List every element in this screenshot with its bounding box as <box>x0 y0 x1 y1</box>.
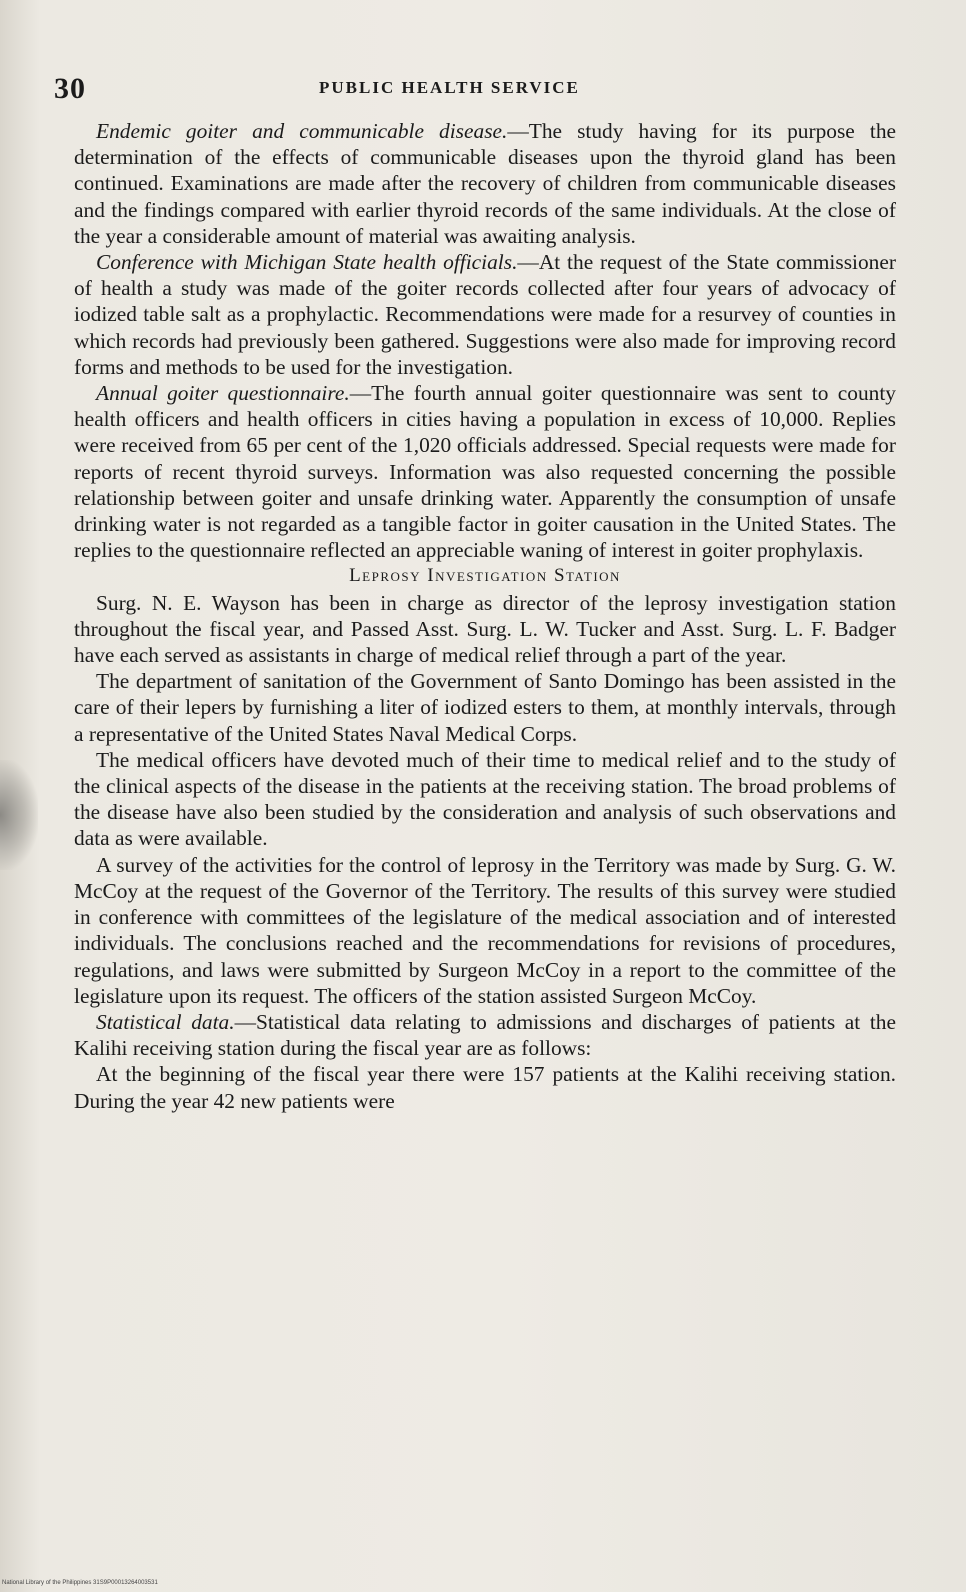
paragraph-text: —The fourth annual goiter questionnaire was sent to county health officers and health officers in cities having a population in excess of 10,000. Replies were received from 65 per cent of the 1,020 officials addressed. Special requests were made for reports of recent thyroid surveys. Information was also requested concerning the possible relationship between goiter and unsafe drinking water. Apparently the consumption of unsafe drinking water is not regarded as a tangible factor in goiter causation in the United States. The replies to the questionnaire reflected an appreciable waning of interest in goiter prophylaxis. <box>74 381 896 563</box>
paragraph-michigan-conference <box>74 249 896 380</box>
paragraph-text: —The study having for its purpose the determination of the effects of communicable diseases upon the thyroid gland has been continued. Examinations are made after the recovery of children from communicable diseases and the findings compared with earlier thyroid records of the same individuals. At the close of the year a considerable amount of material was awaiting analysis. <box>74 119 897 248</box>
paragraph-text: The medical officers have devoted much of their time to medical relief and to the study of the clinical aspects of the disease in the patients at the receiving station. The broad problems of the disease have also been studied by the consideration and analysis of such observations and data as were available. <box>74 747 896 851</box>
paragraph-text: At the beginning of the fiscal year there were 157 patients at the Kalihi receiving station. During the year 42 new patients were <box>74 1062 896 1113</box>
paragraph-text: Surg. N. E. Wayson has been in charge as director of the leprosy investigation station throughout the fiscal year, and Passed Asst. Surg. L. W. Tucker and Asst. Surg. L. F. Badger have each served as assistants in charge of medical relief through a part of the year. <box>74 590 896 668</box>
paragraph-endemic-goiter <box>74 118 896 249</box>
paragraph-goiter-questionnaire <box>74 380 896 563</box>
page-header <box>54 72 894 112</box>
running-head: PUBLIC HEALTH SERVICE <box>319 78 580 97</box>
paragraph-santo-domingo <box>74 668 896 747</box>
paragraph-lead: Annual goiter questionnaire. <box>96 381 350 406</box>
paragraph-director <box>74 590 896 669</box>
paragraph-text: —At the request of the State commissioner of health a study was made of the goiter records collected after four years of advocacy of iodized table salt as a prophylactic. Recommendations were made for a resurvey of counties in which records had previously been gathered. Suggestions were also made for improving record forms and methods to be used for the investigation. <box>74 250 896 379</box>
paragraph-patients-count <box>74 1061 896 1113</box>
body-text <box>74 118 896 1114</box>
scan-footer: National Library of the Philippines 31S9P00013264003531 <box>2 1580 158 1586</box>
paragraph-text: —Statistical data relating to admissions and discharges of patients at the Kalihi receiving station during the fiscal year are as follows: <box>74 1009 896 1061</box>
section-title: Leprosy Investigation Station <box>349 565 621 587</box>
paragraph-lead: Endemic goiter and communicable disease. <box>96 119 508 143</box>
paragraph-statistical-data <box>74 1009 896 1061</box>
paragraph-territory-survey <box>74 852 896 1009</box>
page-number: 30 <box>54 72 86 105</box>
paragraph-text: The department of sanitation of the Government of Santo Domingo has been assisted in the care of their lepers by furnishing a liter of iodized esters to them, at monthly intervals, through a representative of the United States Naval Medical Corps. <box>74 669 896 746</box>
binding-shadow <box>0 760 38 870</box>
paragraph-text: A survey of the activities for the control of leprosy in the Territory was made by Surg. G. W. McCoy at the request of the Governor of the Territory. The results of this survey were studied in conference with committees of the legislature of the medical association and of interested individuals. The conclusions reached and the recommendations for revisions of procedures, regulations, and laws were submitted by Surgeon McCoy in a report to the committee of the legislature upon its request. The officers of the station assisted Surgeon McCoy. <box>74 852 896 1008</box>
paragraph-medical-officers <box>74 747 896 852</box>
paragraph-lead: Statistical data. <box>96 1009 235 1034</box>
paragraph-lead: Conference with Michigan State health officials. <box>96 250 518 275</box>
